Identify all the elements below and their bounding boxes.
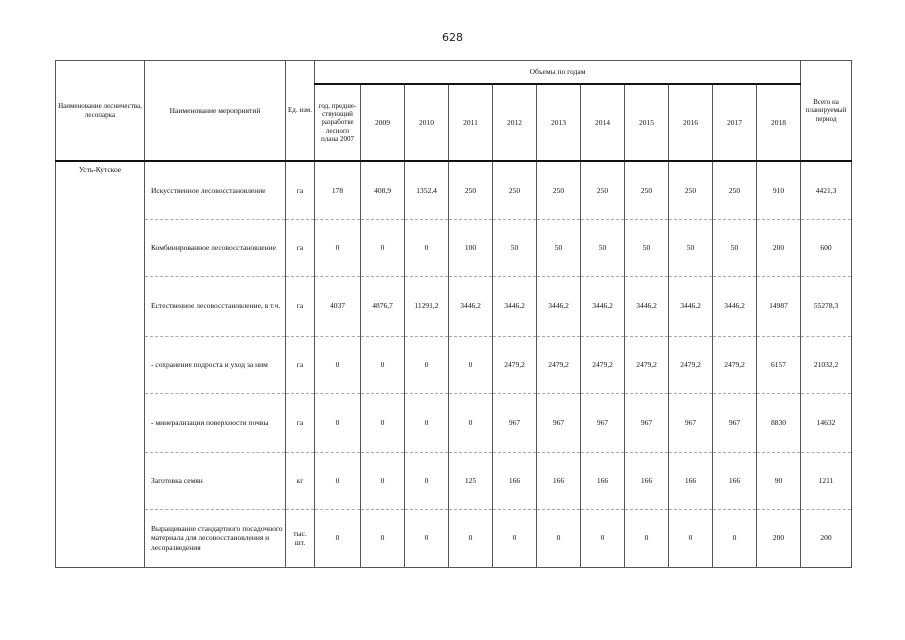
unit-cell: га (286, 161, 315, 219)
value-cell: 967 (625, 393, 669, 452)
value-cell: 0 (361, 393, 405, 452)
header-year: 2010 (405, 84, 449, 161)
value-cell: 3446,2 (493, 276, 537, 336)
value-cell: 0 (315, 336, 361, 393)
value-cell: 0 (361, 219, 405, 276)
header-year: 2015 (625, 84, 669, 161)
value-cell: 2479,2 (625, 336, 669, 393)
value-cell: 967 (537, 393, 581, 452)
value-cell: 0 (315, 509, 361, 567)
value-cell: 50 (669, 219, 713, 276)
table-row (56, 276, 852, 336)
unit-cell: кг (286, 452, 315, 509)
value-cell: 14987 (757, 276, 801, 336)
forestry-plan-table (55, 60, 852, 568)
value-cell: 0 (713, 509, 757, 567)
header-prev-year: год, предше-ствующий разработке лесного плана 2007 (315, 84, 361, 161)
header-year: 2009 (361, 84, 405, 161)
page-number: 628 (442, 31, 463, 44)
value-cell: 2479,2 (713, 336, 757, 393)
value-cell: 0 (315, 452, 361, 509)
value-cell: 0 (449, 393, 493, 452)
activity-name: Искусственное лесовосстановление (145, 161, 286, 219)
unit-cell: тыс. шт. (286, 509, 315, 567)
value-cell: 100 (449, 219, 493, 276)
value-cell: 2479,2 (581, 336, 625, 393)
value-cell: 0 (361, 336, 405, 393)
value-cell: 0 (315, 393, 361, 452)
total-cell: 21032,2 (801, 336, 852, 393)
header-year: 2017 (713, 84, 757, 161)
activity-name: - сохранение подроста и уход за ним (145, 336, 286, 393)
value-cell: 3446,2 (669, 276, 713, 336)
header-year: 2016 (669, 84, 713, 161)
value-cell: 4876,7 (361, 276, 405, 336)
value-cell: 0 (315, 219, 361, 276)
header-total: Всего на планируемый период (801, 61, 852, 162)
value-cell: 2479,2 (537, 336, 581, 393)
activity-name: Заготовка семян (145, 452, 286, 509)
header-unit: Ед. изм. (286, 61, 315, 162)
activity-name: Комбинированное лесовосстановление (145, 219, 286, 276)
table-row (56, 509, 852, 567)
value-cell: 250 (581, 161, 625, 219)
header-region: Наименование лесничества, лесопарка (56, 61, 145, 162)
table-row (56, 161, 852, 219)
table-row (56, 452, 852, 509)
value-cell: 3446,2 (713, 276, 757, 336)
value-cell: 0 (493, 509, 537, 567)
value-cell: 250 (449, 161, 493, 219)
value-cell: 166 (713, 452, 757, 509)
value-cell: 0 (405, 219, 449, 276)
value-cell: 250 (493, 161, 537, 219)
value-cell: 125 (449, 452, 493, 509)
value-cell: 250 (537, 161, 581, 219)
value-cell: 4037 (315, 276, 361, 336)
value-cell: 200 (757, 219, 801, 276)
value-cell: 8830 (757, 393, 801, 452)
value-cell: 0 (581, 509, 625, 567)
value-cell: 0 (361, 509, 405, 567)
value-cell: 178 (315, 161, 361, 219)
total-cell: 200 (801, 509, 852, 567)
value-cell: 0 (405, 452, 449, 509)
value-cell: 2479,2 (669, 336, 713, 393)
total-cell: 4421,3 (801, 161, 852, 219)
value-cell: 0 (449, 336, 493, 393)
value-cell: 50 (625, 219, 669, 276)
total-cell: 600 (801, 219, 852, 276)
value-cell: 2479,2 (493, 336, 537, 393)
value-cell: 0 (625, 509, 669, 567)
value-cell: 166 (537, 452, 581, 509)
value-cell: 50 (537, 219, 581, 276)
total-cell: 55278,3 (801, 276, 852, 336)
unit-cell: га (286, 276, 315, 336)
value-cell: 200 (757, 509, 801, 567)
header-year: 2014 (581, 84, 625, 161)
value-cell: 967 (669, 393, 713, 452)
value-cell: 0 (405, 393, 449, 452)
value-cell: 0 (669, 509, 713, 567)
table-body (56, 161, 852, 567)
header-volumes-by-year: Объемы по годам (315, 61, 801, 85)
activity-name: Естественное лесовосстановление, в т.ч. (145, 276, 286, 336)
value-cell: 1352,4 (405, 161, 449, 219)
total-cell: 1211 (801, 452, 852, 509)
value-cell: 50 (581, 219, 625, 276)
value-cell: 250 (669, 161, 713, 219)
table-row (56, 219, 852, 276)
value-cell: 0 (361, 452, 405, 509)
value-cell: 90 (757, 452, 801, 509)
activity-name: - минерализация поверхности почвы (145, 393, 286, 452)
value-cell: 0 (405, 509, 449, 567)
value-cell: 910 (757, 161, 801, 219)
value-cell: 3446,2 (581, 276, 625, 336)
table-row (56, 336, 852, 393)
header-activity: Наименование мероприятий (145, 61, 286, 162)
value-cell: 11291,2 (405, 276, 449, 336)
header-year: 2018 (757, 84, 801, 161)
value-cell: 967 (713, 393, 757, 452)
value-cell: 0 (449, 509, 493, 567)
value-cell: 6157 (757, 336, 801, 393)
header-year: 2011 (449, 84, 493, 161)
table-row (56, 393, 852, 452)
value-cell: 50 (493, 219, 537, 276)
value-cell: 166 (493, 452, 537, 509)
value-cell: 166 (625, 452, 669, 509)
value-cell: 3446,2 (449, 276, 493, 336)
unit-cell: га (286, 336, 315, 393)
value-cell: 0 (537, 509, 581, 567)
header-year: 2012 (493, 84, 537, 161)
value-cell: 3446,2 (625, 276, 669, 336)
value-cell: 50 (713, 219, 757, 276)
region-name: Усть-Кутское (56, 161, 145, 567)
unit-cell: га (286, 219, 315, 276)
unit-cell: га (286, 393, 315, 452)
value-cell: 967 (493, 393, 537, 452)
header-year: 2013 (537, 84, 581, 161)
value-cell: 166 (669, 452, 713, 509)
value-cell: 408,9 (361, 161, 405, 219)
total-cell: 14632 (801, 393, 852, 452)
value-cell: 166 (581, 452, 625, 509)
activity-name: Выращивание стандартного посадочного материала для лесовосстановления и лесоразведения (145, 509, 286, 567)
value-cell: 250 (625, 161, 669, 219)
value-cell: 0 (405, 336, 449, 393)
value-cell: 250 (713, 161, 757, 219)
value-cell: 3446,2 (537, 276, 581, 336)
value-cell: 967 (581, 393, 625, 452)
